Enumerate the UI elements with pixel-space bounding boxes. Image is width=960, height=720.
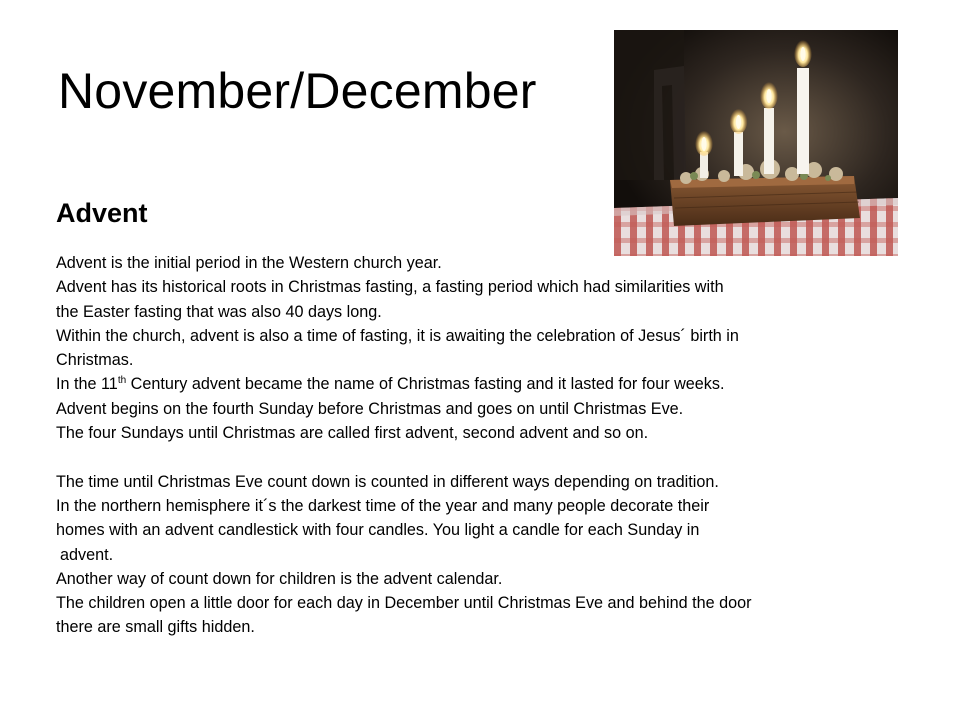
body-line: advent. (60, 545, 114, 564)
section-heading: Advent (56, 198, 148, 228)
body-line: The time until Christmas Eve count down is counted in different ways depending on tradition. (56, 472, 719, 491)
slide-title: November/December (58, 63, 537, 119)
body-text-segment: Century advent became the name of Christmas fasting and it lasted for four weeks. (126, 375, 725, 394)
body-line: The children open a little door for each day in December until Christmas Eve and behind the door (56, 594, 752, 613)
body-line: Advent is the initial period in the Western church year. (56, 254, 442, 272)
body-line: homes with an advent candlestick with four candles. You light a candle for each Sunday in (56, 521, 700, 540)
body-line: Advent begins on the fourth Sunday before Christmas and goes on until Christmas Eve. (56, 399, 684, 418)
advent-candlestick-photo (614, 30, 898, 256)
body-line: the Easter fasting that was also 40 days long. (56, 302, 382, 321)
paragraph-gap (56, 445, 936, 469)
body-line: In the northern hemisphere it´s the darkest time of the year and many people decorate their (56, 496, 710, 515)
body-line: Another way of count down for children is the advent calendar. (56, 569, 503, 588)
body-text-segment: In the 11 (56, 375, 118, 394)
body-line: The four Sundays until Christmas are called first advent, second advent and so on. (56, 424, 649, 443)
body-line (56, 372, 936, 396)
body-line: Advent has its historical roots in Christmas fasting, a fasting period which had similarities with (56, 278, 724, 297)
body-line: there are small gifts hidden. (56, 618, 255, 637)
ordinal-suffix: th (117, 375, 127, 387)
body-line: Christmas. (56, 351, 134, 370)
body-text (56, 251, 936, 640)
body-line: Within the church, advent is also a time of fasting, it is awaiting the celebration of Jesus´ birth in (56, 326, 739, 345)
